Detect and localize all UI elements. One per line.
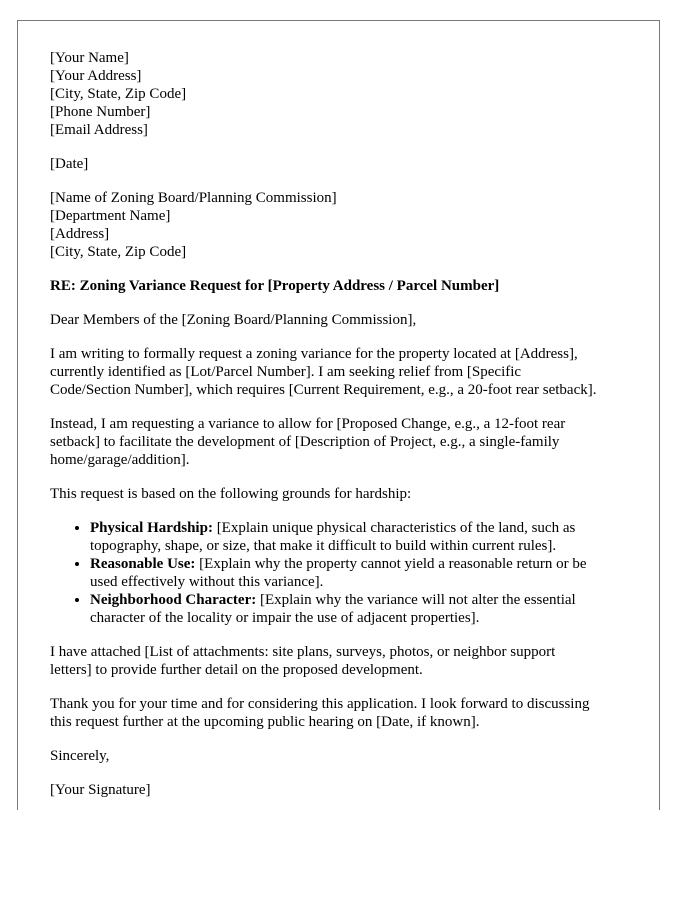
recipient-block: [50, 189, 640, 261]
paragraph-grounds-intro: This request is based on the following grounds for hardship:: [50, 486, 412, 502]
letter-page: [17, 20, 660, 810]
recipient-address: [Address]: [50, 226, 110, 242]
paragraph-line: Thank you for your time and for considering this application. I look forward to discussing: [50, 696, 590, 712]
recipient-board: [Name of Zoning Board/Planning Commission]: [50, 190, 337, 206]
ground-title: Physical Hardship:: [90, 520, 213, 536]
ground-text: [Explain unique physical characteristics of the land, such as: [212, 520, 576, 536]
recipient-city-state-zip: [City, State, Zip Code]: [50, 244, 187, 260]
ground-title: Reasonable Use:: [90, 556, 196, 572]
ground-text: [Explain why the property cannot yield a reasonable return or be: [195, 556, 587, 572]
paragraph-request: [50, 345, 640, 399]
paragraph-attachments: [50, 643, 640, 679]
sender-city-state-zip: [City, State, Zip Code]: [50, 86, 187, 102]
sender-email: [Email Address]: [50, 122, 148, 138]
date-block: [50, 155, 640, 173]
sender-phone: [Phone Number]: [50, 104, 151, 120]
sender-name: [Your Name]: [50, 50, 129, 66]
signoff: Sincerely,: [50, 748, 110, 764]
paragraph-line: setback] to facilitate the development of [Description of Project, e.g., a single-family: [50, 434, 560, 450]
paragraph-line: letters] to provide further detail on the proposed development.: [50, 662, 423, 678]
subject-line: RE: Zoning Variance Request for [Property Address / Parcel Number]: [50, 278, 500, 294]
hardship-grounds-list: [50, 519, 640, 627]
ground-text: [Explain why the variance will not alter the essential: [256, 592, 576, 608]
paragraph-line: I have attached [List of attachments: site plans, surveys, photos, or neighbor support: [50, 644, 556, 660]
list-item: [90, 555, 640, 591]
list-item: [90, 591, 640, 627]
ground-text: topography, shape, or size, that make it difficult to build within current rules].: [90, 538, 557, 554]
ground-title: Neighborhood Character:: [90, 592, 257, 608]
recipient-department: [Department Name]: [50, 208, 171, 224]
letter-body: [50, 49, 640, 810]
list-item: [90, 519, 640, 555]
salutation: Dear Members of the [Zoning Board/Planning Commission],: [50, 312, 417, 328]
paragraph-line: Code/Section Number], which requires [Current Requirement, e.g., a 20-foot rear setback].: [50, 382, 597, 398]
paragraph-line: this request further at the upcoming public hearing on [Date, if known].: [50, 714, 480, 730]
sender-address: [Your Address]: [50, 68, 142, 84]
ground-text: used effectively without this variance].: [90, 574, 324, 590]
signature: [Your Signature]: [50, 782, 151, 798]
paragraph-line: Instead, I am requesting a variance to allow for [Proposed Change, e.g., a 12-foot rear: [50, 416, 566, 432]
sender-block: [50, 49, 640, 139]
paragraph-line: I am writing to formally request a zoning variance for the property located at [Address],: [50, 346, 578, 362]
letter-date: [Date]: [50, 156, 89, 172]
paragraph-closing: [50, 695, 640, 731]
paragraph-line: home/garage/addition].: [50, 452, 190, 468]
ground-text: character of the locality or impair the use of adjacent properties].: [90, 610, 480, 626]
paragraph-line: currently identified as [Lot/Parcel Number]. I am seeking relief from [Specific: [50, 364, 522, 380]
paragraph-proposed-change: [50, 415, 640, 469]
